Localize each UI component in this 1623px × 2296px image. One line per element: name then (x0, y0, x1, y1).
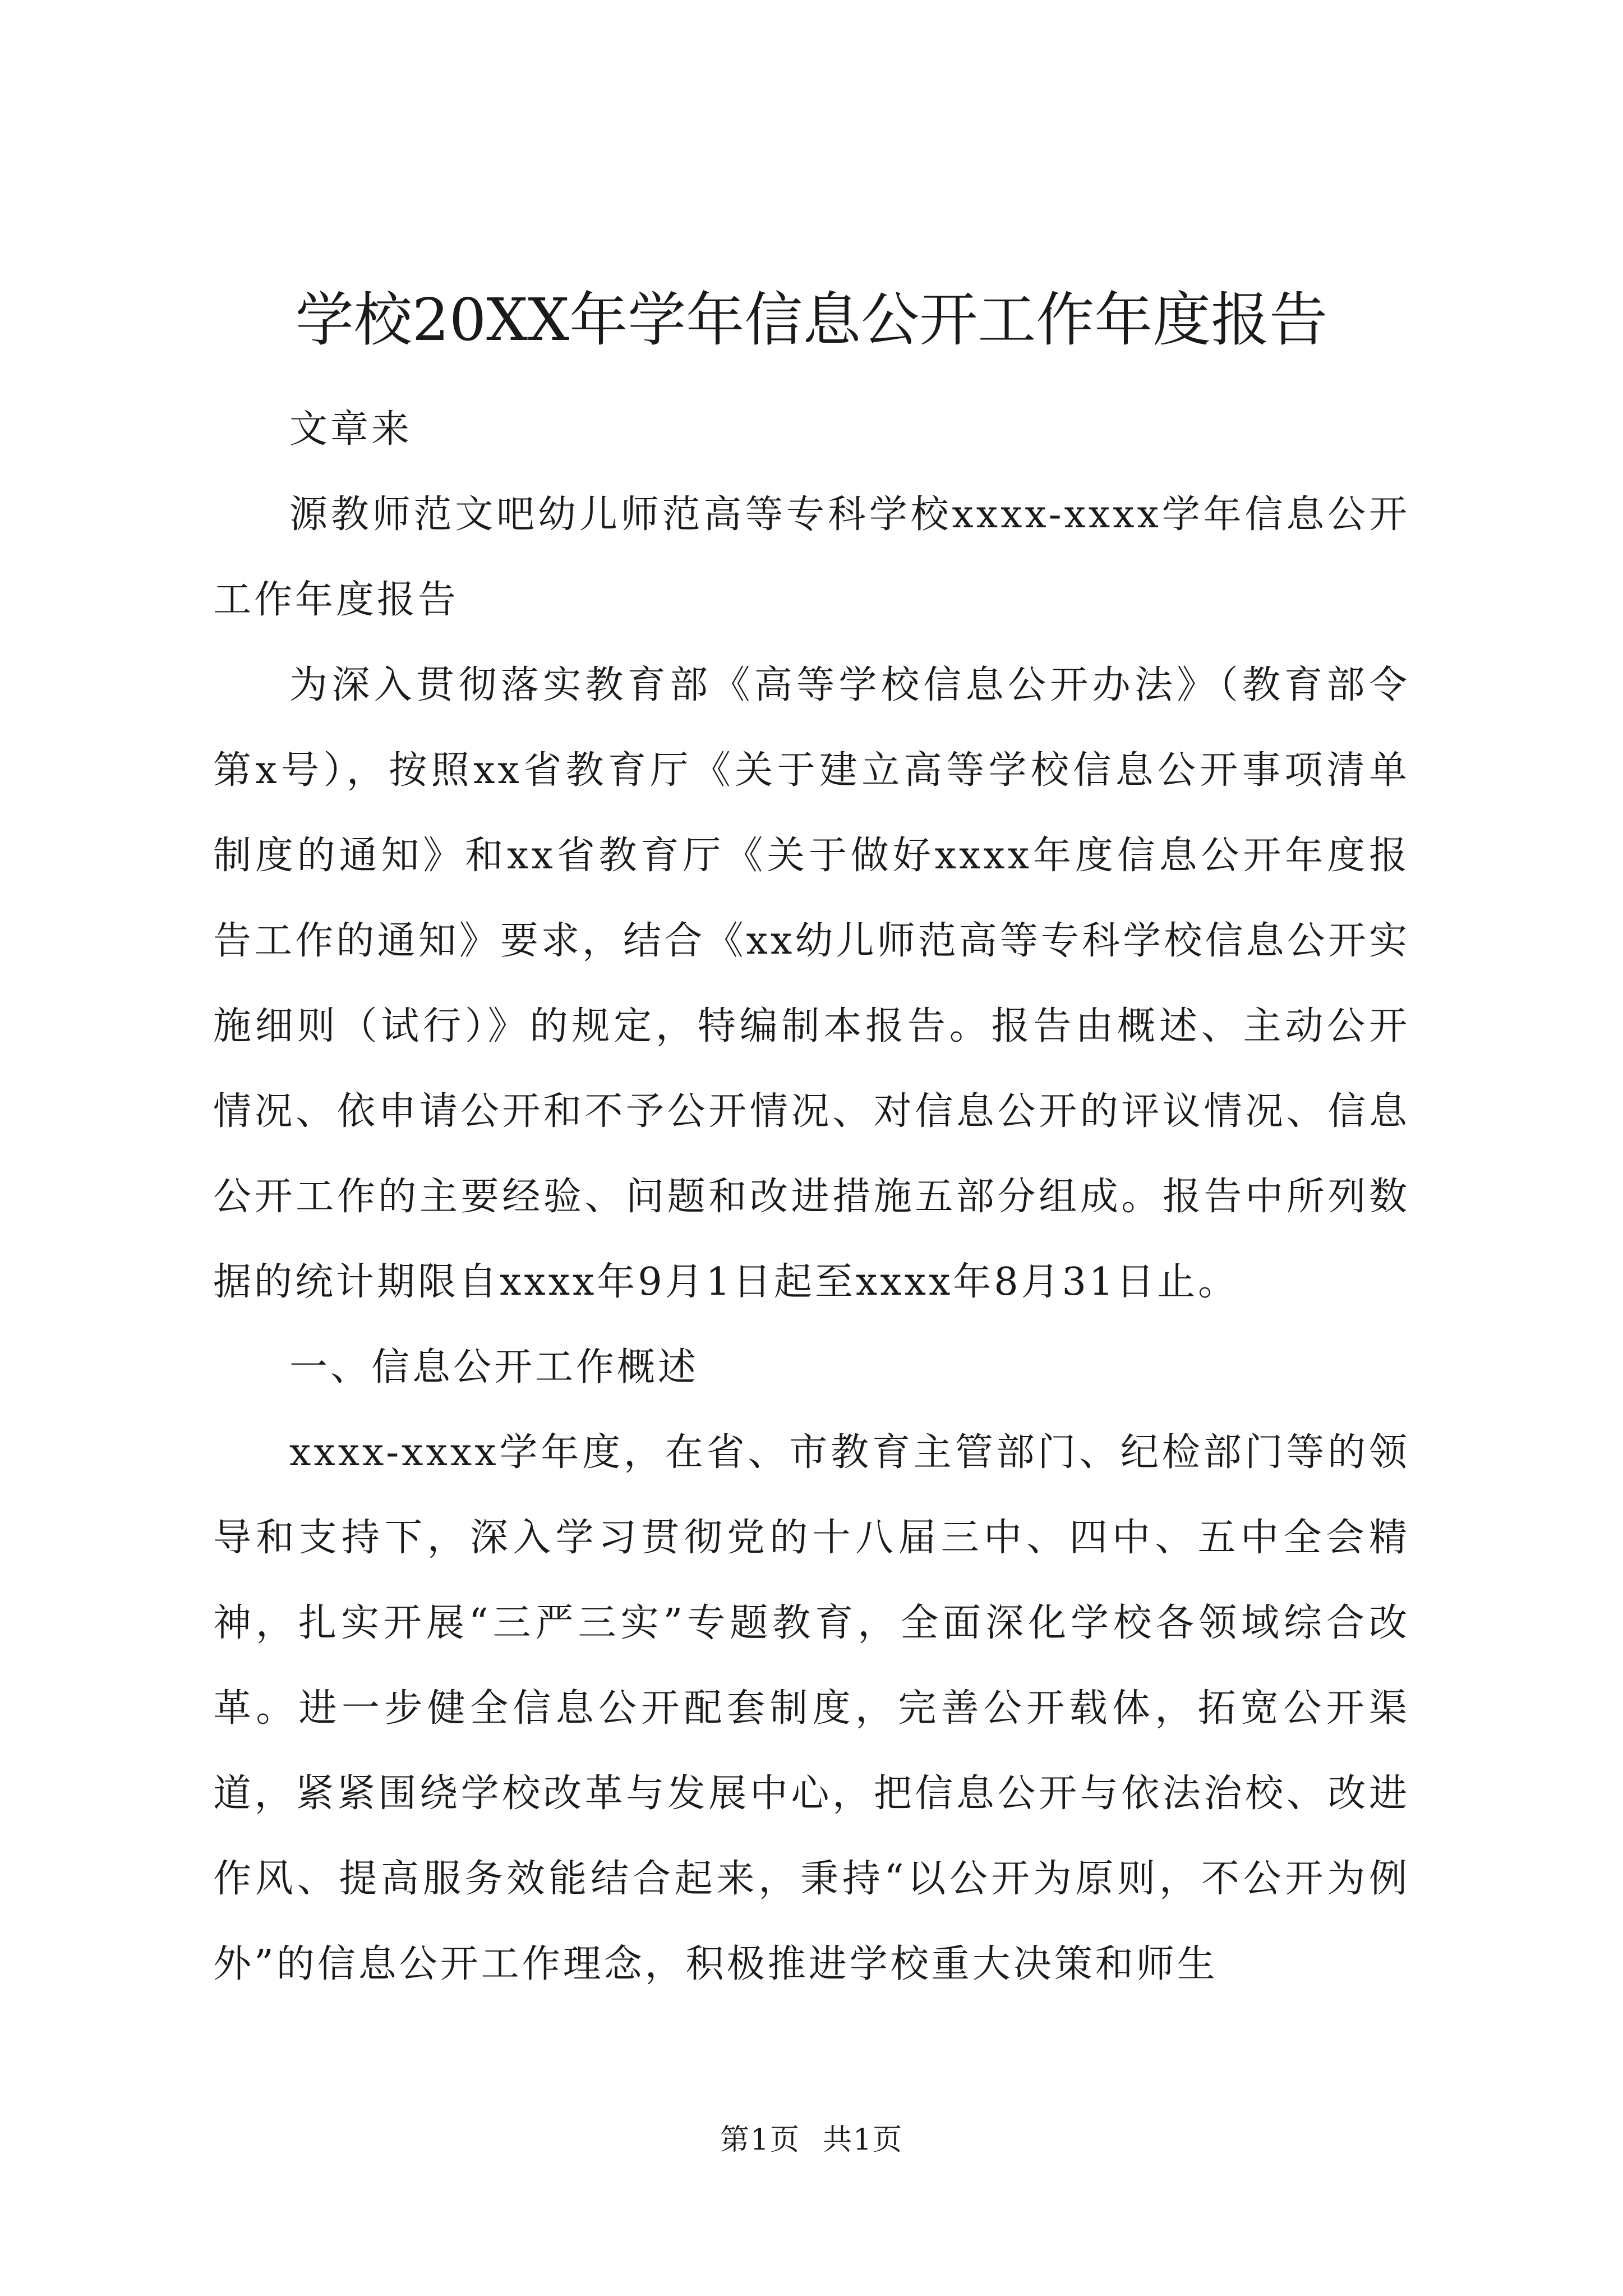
page-number-total: 共1页 (823, 2123, 903, 2157)
page-number-current: 第1页 (720, 2123, 800, 2157)
document-title: 学校20XX年学年信息公开工作年度报告 (295, 286, 1328, 354)
paragraph-introduction: 为深入贯彻落实教育部《高等学校信息公开办法》（教育部令第x号），按照xx省教育厅《关于建立高等学校信息公开事项清单制度的通知》和xx省教育厅《关于做好xxxx年度信息公开年度报告工作的通知》要求，结合《xx幼儿师范高等专科学校信息公开实施细则（试行）》的规定，特编制本报告。报告由概述、主动公开情况、依申请公开和不予公开情况、对信息公开的评议情况、信息公开工作的主要经验、问题和改进措施五部分组成。报告中所列数据的统计期限自xxxx年9月1日起至xxxx年8月31日止。 (213, 663, 1410, 1304)
document-body (213, 387, 1410, 2007)
paragraph-source-title: 源教师范文吧幼儿师范高等专科学校xxxx-xxxx学年信息公开工作年度报告 (213, 493, 1410, 622)
section-heading-overview: 一、信息公开工作概述 (289, 1345, 699, 1389)
paragraph-source-prefix: 文章来 (289, 407, 413, 452)
page-footer (0, 2120, 1623, 2160)
paragraph-overview: xxxx-xxxx学年度，在省、市教育主管部门、纪检部门等的领导和支持下，深入学习贯彻党的十八届三中、四中、五中全会精神，扎实开展“三严三实”专题教育，全面深化学校各领域综合改革。进一步健全信息公开配套制度，完善公开载体，拓宽公开渠道，紧紧围绕学校改革与发展中心，把信息公开与依法治校、改进作风、提高服务效能结合起来，秉持“以公开为原则，不公开为例外”的信息公开工作理念，积极推进学校重大决策和师生 (213, 1430, 1410, 1986)
